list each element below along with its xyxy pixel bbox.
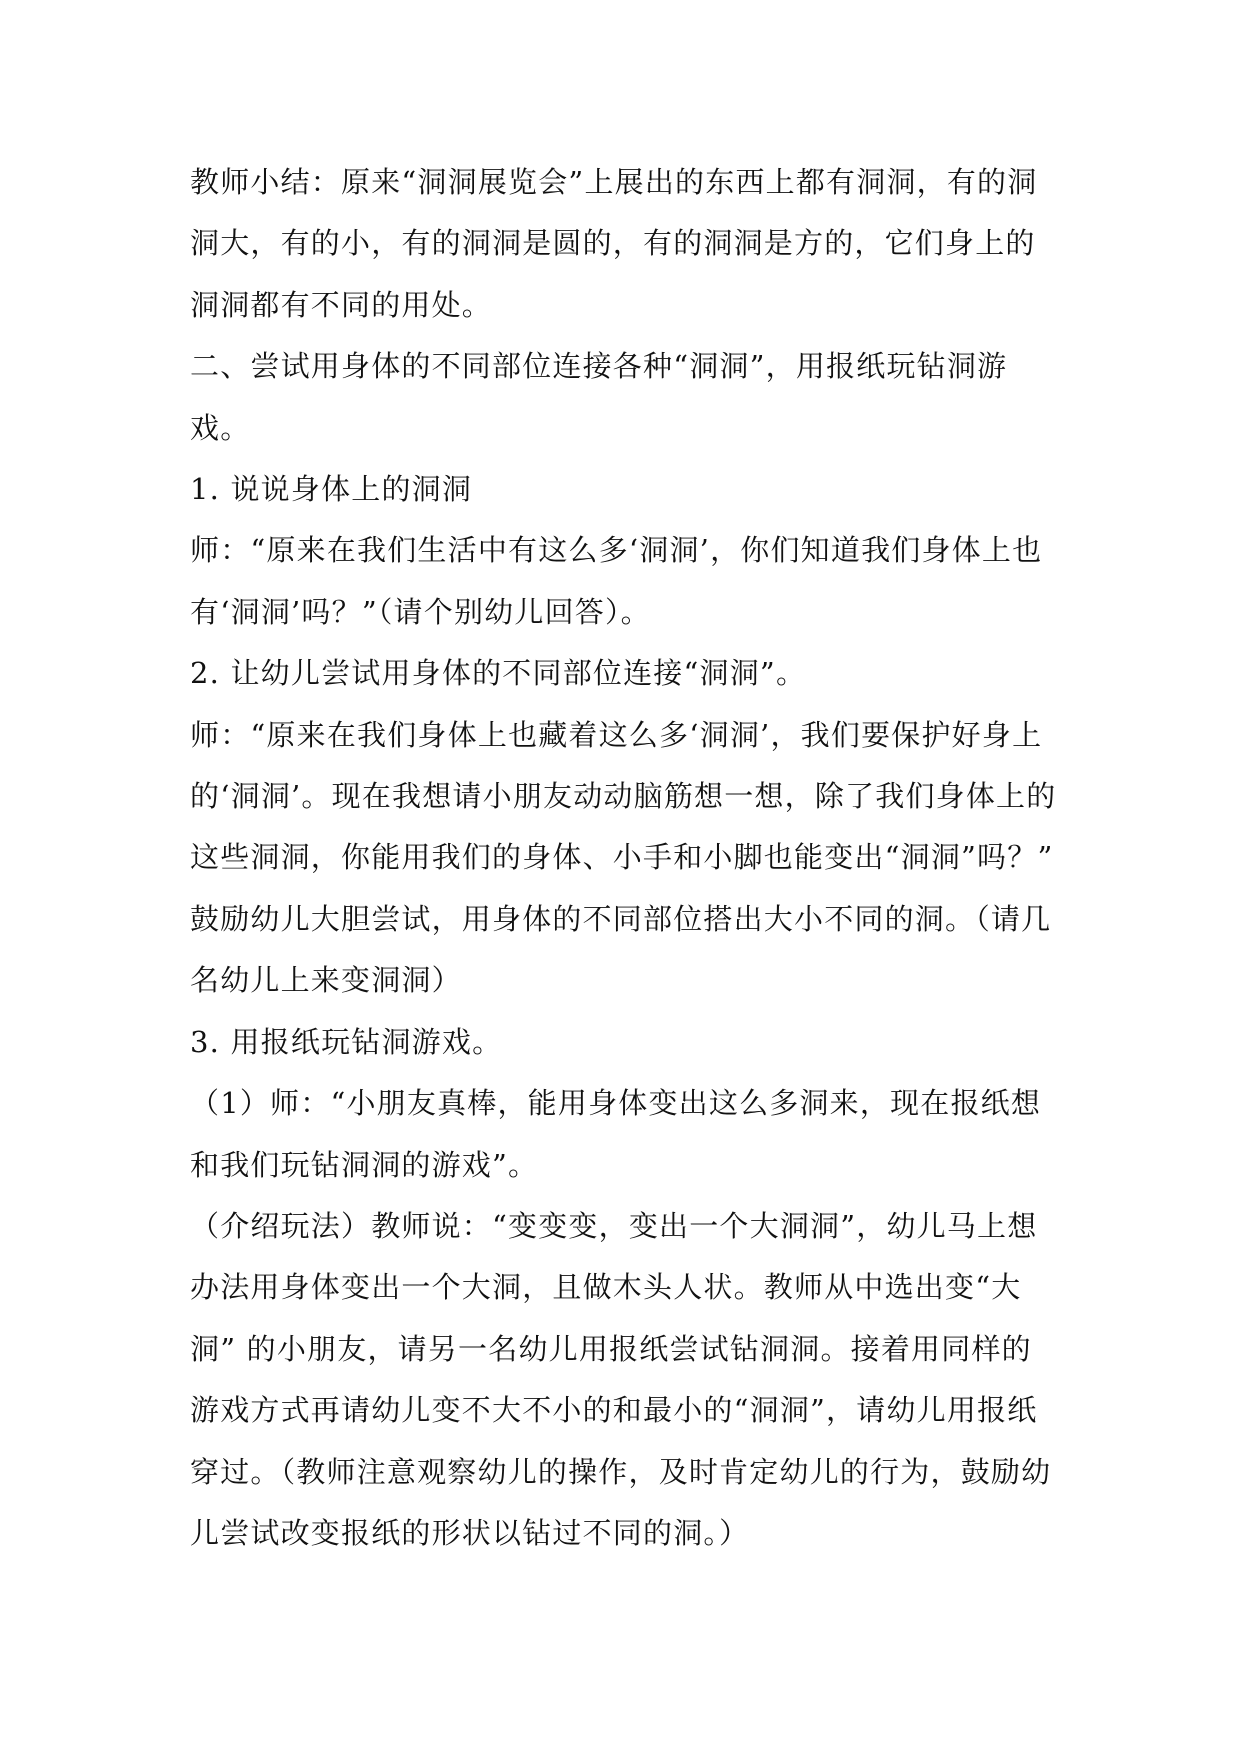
- paragraph-teacher-question-2: 师：“原来在我们身体上也藏着这么多‘洞洞’，我们要保护好身上的‘洞洞’。现在我想请小朋友动动脑筋想一想，除了我们身体上的这些洞洞，你能用我们的身体、小手和小脚也能变出“洞洞”吗？”: [190, 717, 1057, 875]
- paragraph-game-intro: （1）师：“小朋友真棒，能用身体变出这么多洞来，现在报纸想和我们玩钻洞洞的游戏”。: [190, 1086, 1042, 1182]
- section-heading-2: 二、尝试用身体的不同部位连接各种“洞洞”，用报纸玩钻洞游戏。: [190, 349, 1008, 445]
- paragraph-encourage: 鼓励幼儿大胆尝试，用身体的不同部位搭出大小不同的洞。（请几名幼儿上来变洞洞）: [190, 901, 1052, 998]
- document-body: [190, 152, 1060, 1564]
- step-heading-1: 1. 说说身体上的洞洞: [190, 472, 473, 507]
- step-heading-3: 3. 用报纸玩钻洞游戏。: [190, 1024, 503, 1059]
- paragraph-game-rules: （介绍玩法）教师说：“变变变，变出一个大洞洞”，幼儿马上想办法用身体变出一个大洞，且做木头人状。教师从中选出变“大洞” 的小朋友，请另一名幼儿用报纸尝试钻洞洞。接着用同样的游戏方式再请幼儿变不大不小的和最小的“洞洞”，请幼儿用报纸穿过。（教师注意观察幼儿的操作，及时肯定幼儿的行为，鼓励幼儿尝试改变报纸的形状以钻过不同的洞。）: [190, 1208, 1052, 1550]
- step-heading-2: 2. 让幼儿尝试用身体的不同部位连接“洞洞”。: [190, 656, 807, 691]
- paragraph-teacher-summary: 教师小结：原来“洞洞展览会”上展出的东西上都有洞洞，有的洞洞大，有的小，有的洞洞是圆的，有的洞洞是方的，它们身上的洞洞都有不同的用处。: [190, 165, 1038, 322]
- paragraph-teacher-question-1: 师：“原来在我们生活中有这么多‘洞洞’，你们知道我们身体上也有‘洞洞’吗？”（请个别幼儿回答）。: [190, 533, 1043, 629]
